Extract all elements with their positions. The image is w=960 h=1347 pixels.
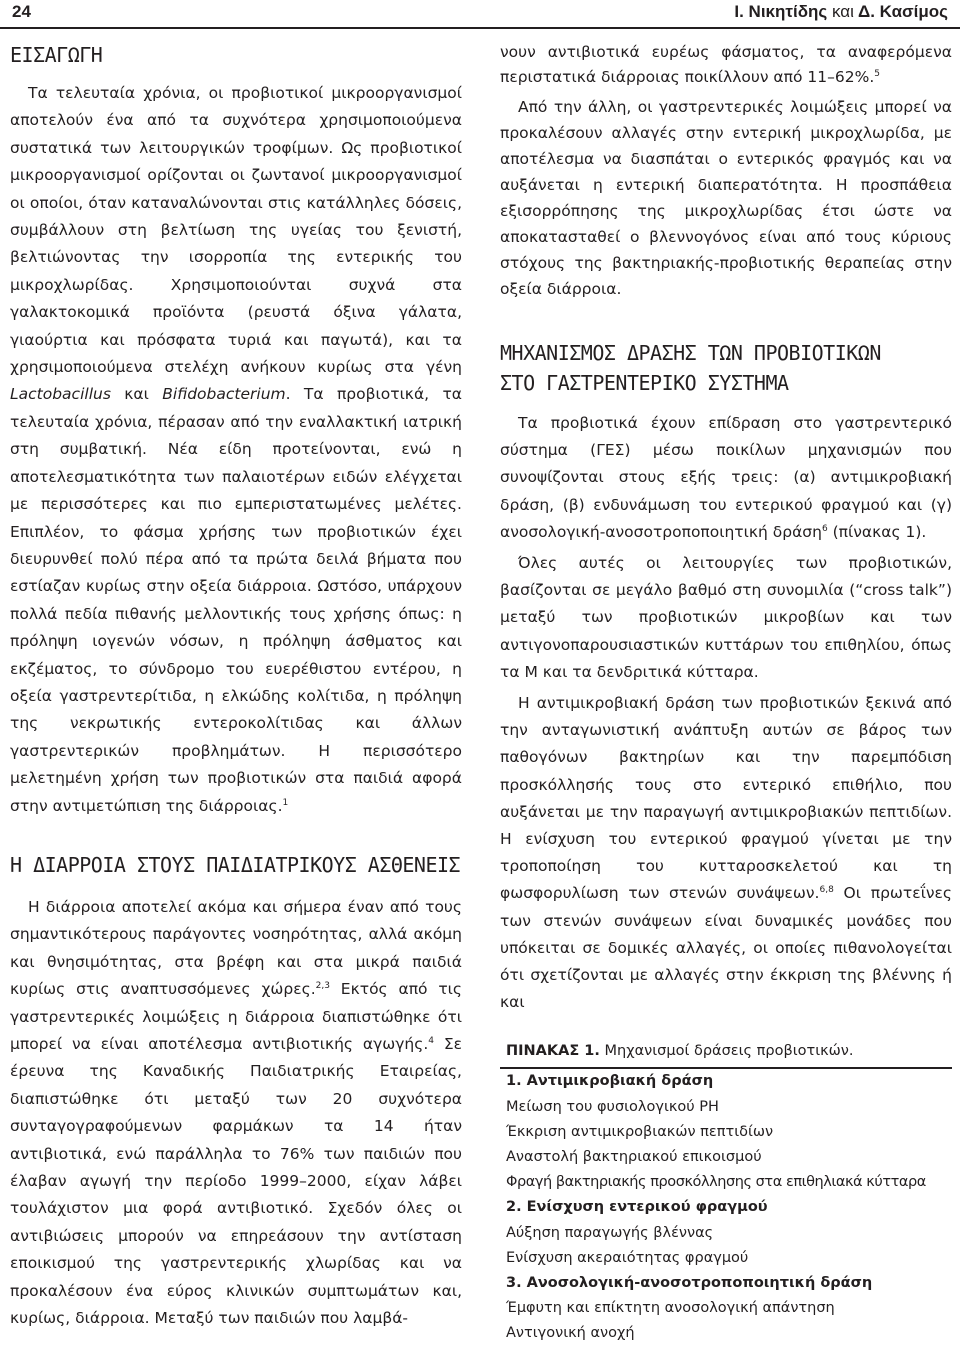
table-section-immunomodulatory: 3. Ανοσολογική-ανοσοτροποποιητική δράση <box>506 1274 873 1291</box>
diarrhea-heading: Η ΔΙΑΡΡΟΙΑ ΣΤΟΥΣ ΠΑΙΔΙΑΤΡΙΚΟΥΣ ΑΣΘΕΝΕΙΣ <box>10 852 461 877</box>
table-row: Έκκριση αντιμικροβιακών πεπτιδίων <box>506 1123 774 1140</box>
table-section-barrier: 2. Ενίσχυση εντερικού φραγμού <box>506 1199 768 1216</box>
table-row: Αντιγονική ανοχή <box>506 1325 635 1342</box>
header-rule <box>0 27 960 29</box>
reference-1: 1 <box>282 797 289 808</box>
mechanism-paragraph-3: Η αντιμικροβιακή δράση των προβιοτικών ξεκινά από την ανταγωνιστική ανάπτυξη αυτών σε βάρος των παθογόνων βακτηρίων και την παρεμπόδιση προσκόλλησής τους στο εντερικό επιθήλιο, που αυξάνεται με την παραγωγή αντιμικροβιακών πεπτιδίων. Η ενίσχυση του εντερικού φραγμού γίνεται με την τροποποίηση του κυτταροσκελετού και τη φωσφορυλίωση των στενών συνάψεων.$^{6,8}$ Οι πρωτεΐνες των στενών συνάψεων είναι δυναμικές μονάδες που υπόκειται σε δομικές αλλαγές, οι οποίες πιθανολογείται ότι σχετίζονται με αλλαγές στην έκκριση της βλέννης ή και <box>500 694 952 1012</box>
mechanism-heading-line1: ΜΗΧΑΝΙΣΜΟΣ ΔΡΑΣΗΣ ΤΩΝ ΠΡΟΒΙΟΤΙΚΩΝ <box>500 341 881 365</box>
authors-conjunction: και <box>832 2 854 21</box>
table-row: Μείωση του φυσιολογικού PH <box>506 1098 719 1115</box>
left-column <box>10 40 462 1332</box>
genus-lactobacillus: Lactobacillus <box>10 385 111 404</box>
author-2: Δ. Κασίμος <box>858 2 948 21</box>
continued-paragraph: νουν αντιβιοτικά ευρέως φάσματος, τα αναφερόμενα περιστατικά διάρροιας ποικίλλουν από 11–62%.$^5$ <box>500 43 952 86</box>
page-number: 24 <box>12 2 31 21</box>
running-authors <box>734 2 948 22</box>
reference-2-3: 2,3 <box>315 981 330 992</box>
reference-6-8: 6,8 <box>819 885 834 896</box>
table-row: Ενίσχυση ακεραιότητας φραγμού <box>506 1249 749 1266</box>
reference-6: 6 <box>821 523 828 534</box>
table-caption-label: ΠΙΝΑΚΑΣ 1. <box>506 1043 600 1060</box>
gastro-infection-paragraph: Από την άλλη, οι γαστρεντερικές λοιμώξεις μπορεί να προκαλέσουν αλλαγές στην εντερική μικροχλωρίδα, με αποτέλεσμα να διασπάται ο εντερικός φραγμός και να αυξάνεται η εντερική διαπερατότητα. Η προσπάθεια εξισορρόπησης της μικροχλωρίδας έτσι ώστε να αποκατασταθεί ο βλεννογόνος είναι από τους κύριους στόχους της βακτηριακής-προβιοτικής θεραπείας στην οξεία διάρροια. <box>500 98 952 298</box>
table-section-antimicrobial: 1. Αντιμικροβιακή δράση <box>506 1073 714 1090</box>
genus-bifidobacterium: Bifidobacterium <box>162 385 286 404</box>
reference-5: 5 <box>874 69 880 79</box>
intro-heading: ΕΙΣΑΓΩΓΗ <box>10 43 103 67</box>
mechanism-paragraph-2: Όλες αυτές οι λειτουργίες των προβιοτικών, βασίζονται σε μεγάλο βαθμό στη συνομιλία (“cross talk”) μεταξύ των προβιοτικών μικροβίων και των αντιγονοπαρουσιαστικών κυττάρων του επιθηλίου, όπως τα Μ και τα δενδριτικά κύτταρα. <box>500 554 952 681</box>
table-caption-text: Μηχανισμοί δράσεις προβιοτικών. <box>604 1043 854 1060</box>
reference-4: 4 <box>428 1036 434 1046</box>
table-row: Έμφυτη και επίκτητη ανοσολογική απάντηση <box>506 1300 835 1317</box>
author-1: Ι. Νικητίδης <box>734 2 828 21</box>
right-column <box>500 40 952 1347</box>
table-1 <box>500 1036 952 1346</box>
table-caption <box>500 1036 952 1067</box>
intro-paragraph: Τα τελευταία χρόνια, οι προβιοτικοί μικροοργανισμοί αποτελούν ένα από τα συχνότερα χρησιμοποιούμενα συστατικά των λειτουργικών τροφίμων. Ως προβιοτικοί μικροοργανισμοί ορίζονται οι ζωντανοί μικροοργανισμοί οι οποίοι, όταν καταναλώνονται στις κατάλληλες δόσεις, συμβάλλουν στη βελτίωση της υγείας του ξενιστή, βελτιώνοντας την ισορροπία της εντερικής του μικροχλωρίδας. Χρησιμοποιούνται συχνά στα γαλακτοκομικά προϊόντα (ρευστά όξινα γάλατα, γιαούρτια και πρόσφατα τυριά και παγωτά), και τα χρησιμοποιούμενα στελέχη ανήκουν κυρίως στα γένη Lactobacillus και Bifidobacterium. Τα προβιοτικά, τα τελευταία χρόνια, πέρασαν από την εναλλακτική ιατρική στη συμβατική. Νέα είδη προτείνονται, ενώ η αποτελεσματικότητα των παλαιοτέρων ειδών ελέγχεται με περισσότερες και πιο εμπεριστατωμένες μελέτες. Επιπλέον, το φάσμα χρήσης των προβιοτικών έχει διευρυνθεί πολύ πέρα από τα πρώτα δειλά βήματα που εστίαζαν κυρίως στην οξεία διάρροια. Ωστόσο, υπάρχουν πολλά πεδία πιθανής μελλοντικής τους χρήσης όπως: η πρόληψη ιογενών νόσων, η πρόληψη άσθματος και εκζέματος, το σύνδρομο του ευερέθιστου εντέρου, η οξεία γαστρεντερίτιδα, η ελκώδης κολίτιδα, η πρόληψη της νεκρωτικής εντεροκολίτιδας και άλλων γαστρεντερικών προβλημάτων. Η περισσότερο μελετημένη χρήση των προβιοτικών στα παιδιά αφορά στην αντιμετώπιση της διάρροιας.$^1$ <box>10 84 463 815</box>
table-row: Αύξηση παραγωγής βλέννας <box>506 1224 714 1241</box>
table-row: Φραγή βακτηριακής προσκόλλησης στα επιθηλιακά κύτταρα <box>506 1174 926 1191</box>
table-row: Αναστολή βακτηριακού επικοισμού <box>506 1149 762 1166</box>
mechanism-heading-line2: ΣΤΟ ΓΑΣΤΡΕΝΤΕΡΙΚΟ ΣΥΣΤΗΜΑ <box>500 371 789 395</box>
mechanism-paragraph-1: Τα προβιοτικά έχουν επίδραση στο γαστρεντερικό σύστημα (ΓΕΣ) μέσω ποικίλων μηχανισμών που συνοψίζονται στους εξής τρεις: (α) αντιμικροβιακή δράση, (β) ενδυνάμωση του εντερικού φραγμού και (γ) ανοσολογική-ανοσοτροποποιητική δράση$^6$ (πίνακας 1). <box>500 414 952 541</box>
page-header <box>0 0 960 30</box>
diarrhea-paragraph: Η διάρροια αποτελεί ακόμα και σήμερα έναν από τους σημαντικότερους παράγοντες νοσηρότητας, αλλά ακόμη και θνησιμότητας, στα βρέφη και στα μικρά παιδιά κυρίως στις αναπτυσσόμενες χώρες.$^{2,3}$ Εκτός από τις γαστρεντερικές λοιμώξεις η διάρροια διαπιστώθηκε ότι μπορεί να είναι αποτέλεσμα αντιβιοτικής αγωγής.$^4$ Σε έρευνα της Καναδικής Παιδιατρικής Εταιρείας, διαπιστώθηκε ότι μεταξύ των 20 συχνότερα συνταγογραφούμενων φαρμάκων τα 14 ήταν αντιβιοτικά, ενώ παράλληλα το 76% των παιδιών που έλαβαν αγωγή την περίοδο 1999–2000, είχαν λάβει τουλάχιστον μια φορά αντιβιοτικό. Σχεδόν όλες οι αντιβιώσεις μπορούν να επηρεάσουν την αντίσταση εποικισμού της γαστρεντερικής χλωρίδας και να προκαλέσουν ένα εύρος κλινικών συμπτωμάτων και, κυρίως, διάρροια. Μεταξύ των παιδιών που λαμβά- <box>10 897 463 1328</box>
